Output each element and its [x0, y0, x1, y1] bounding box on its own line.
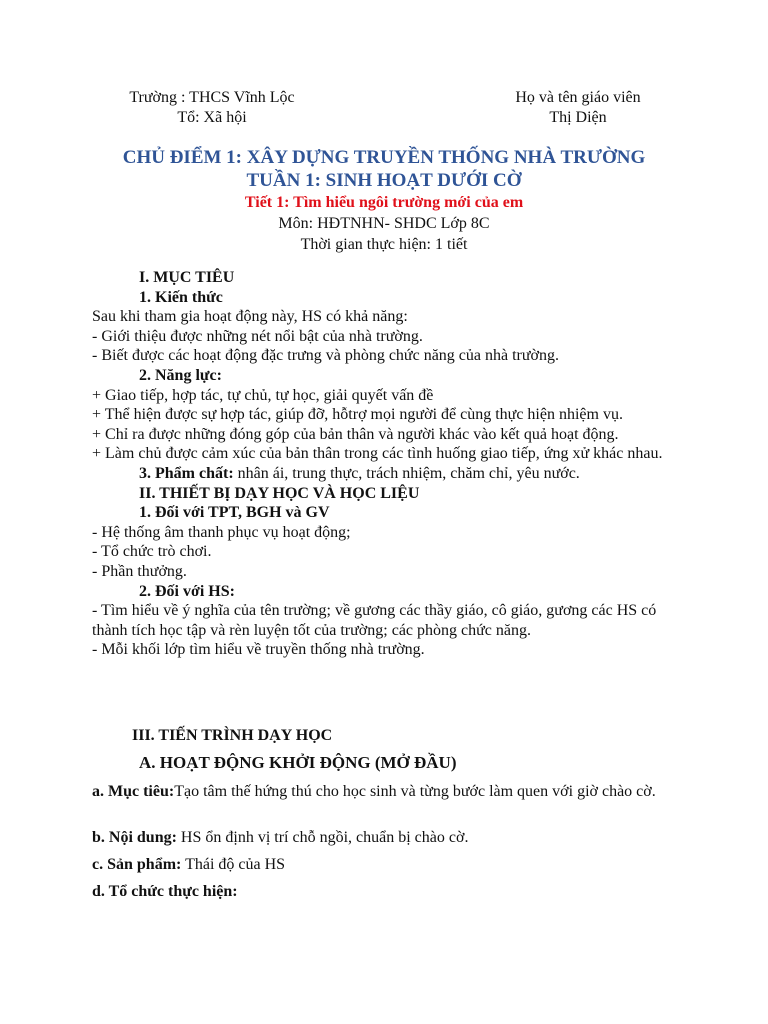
- competency-item: + Chỉ ra được những đóng góp của bản thân và người khác vào kết quả hoạt động.: [92, 425, 619, 443]
- product-label: c. Sản phẩm:: [92, 856, 182, 873]
- content-label: b. Nội dung:: [92, 829, 177, 846]
- competency-item: + Làm chủ được cảm xúc của bản thân trong các tình huống giao tiếp, ứng xử khác nhau.: [92, 445, 663, 463]
- staff-item: - Hệ thống âm thanh phục vụ hoạt động;: [92, 523, 351, 541]
- staff-item: - Tổ chức trò chơi.: [92, 543, 212, 561]
- section-heading-equipment: II. THIẾT BỊ DẠY HỌC VÀ HỌC LIỆU: [139, 484, 420, 502]
- title-block: [0, 146, 768, 255]
- teacher-label: Họ và tên giáo viên: [515, 89, 641, 106]
- subheading-students: 2. Đối với HS:: [139, 582, 235, 600]
- quality-heading: 3. Phẩm chất:: [139, 464, 234, 482]
- section-heading-objectives: I. MỤC TIÊU: [139, 269, 235, 286]
- organization-paragraph: [92, 882, 682, 902]
- product-paragraph: [92, 855, 682, 875]
- product-text: Thái độ của HS: [181, 856, 286, 873]
- teacher-info: [470, 88, 686, 128]
- content-paragraph: [92, 828, 682, 848]
- department-name: Tổ: Xã hội: [177, 109, 247, 126]
- competency-item: + Giao tiếp, hợp tác, tự chủ, tự học, giải quyết vấn đề: [92, 386, 434, 404]
- week-title: TUẦN 1: SINH HOẠT DƯỚI CỜ: [246, 170, 522, 191]
- activity-heading: A. HOẠT ĐỘNG KHỞI ĐỘNG (MỞ ĐẦU): [139, 753, 457, 772]
- knowledge-item: - Giới thiệu được những nét nổi bật của nhà trường.: [92, 327, 423, 345]
- organization-label: d. Tổ chức thực hiện:: [92, 883, 238, 900]
- subheading-knowledge: 1. Kiến thức: [139, 288, 223, 306]
- goal-label: a. Mục tiêu:: [92, 783, 175, 800]
- subheading-competency: 2. Năng lực:: [139, 366, 222, 384]
- knowledge-intro: Sau khi tham gia hoạt động này, HS có khả năng:: [92, 308, 408, 326]
- subheading-staff: 1. Đối với TPT, BGH và GV: [139, 504, 330, 522]
- document-header: [0, 88, 768, 132]
- knowledge-item: - Biết được các hoạt động đặc trưng và phòng chức năng của nhà trường.: [92, 347, 560, 365]
- lesson-body: [92, 268, 682, 660]
- topic-title: CHỦ ĐIỂM 1: XÂY DỰNG TRUYỀN THỐNG NHÀ TRƯỜNG: [122, 147, 646, 168]
- staff-item: - Phần thưởng.: [92, 562, 187, 580]
- quality-text: nhân ái, trung thực, trách nhiệm, chăm chỉ, yêu nước.: [233, 464, 580, 482]
- school-name: Trường : THCS Vĩnh Lộc: [129, 89, 295, 106]
- duration-line: Thời gian thực hiện: 1 tiết: [300, 236, 468, 253]
- content-text: HS ổn định vị trí chỗ ngồi, chuẩn bị chào cờ.: [176, 829, 469, 846]
- lesson-title: Tiết 1: Tìm hiểu ngôi trường mới của em: [244, 194, 524, 211]
- goal-paragraph: [92, 782, 682, 802]
- subject-line: Môn: HĐTNHN- SHDC Lớp 8C: [278, 215, 490, 232]
- goal-text: Tạo tâm thế hứng thú cho học sinh và từng bước làm quen với giờ chào cờ.: [174, 783, 656, 800]
- teacher-name: Thị Diện: [549, 109, 607, 126]
- section-heading-process: III. TIẾN TRÌNH DẠY HỌC: [132, 727, 333, 744]
- student-item: - Mỗi khối lớp tìm hiểu về truyền thống nhà trường.: [92, 641, 425, 659]
- quality-line: [92, 464, 682, 484]
- school-info: [92, 88, 332, 128]
- competency-item: + Thể hiện được sự hợp tác, giúp đỡ, hỗtrợ mọi người để cùng thực hiện nhiệm vụ.: [92, 406, 623, 424]
- student-item: - Tìm hiểu về ý nghĩa của tên trường; về gương các thầy giáo, cô giáo, gương các HS có thành tích học tập và rèn luyện tốt của trường; các phòng chức năng.: [92, 602, 657, 639]
